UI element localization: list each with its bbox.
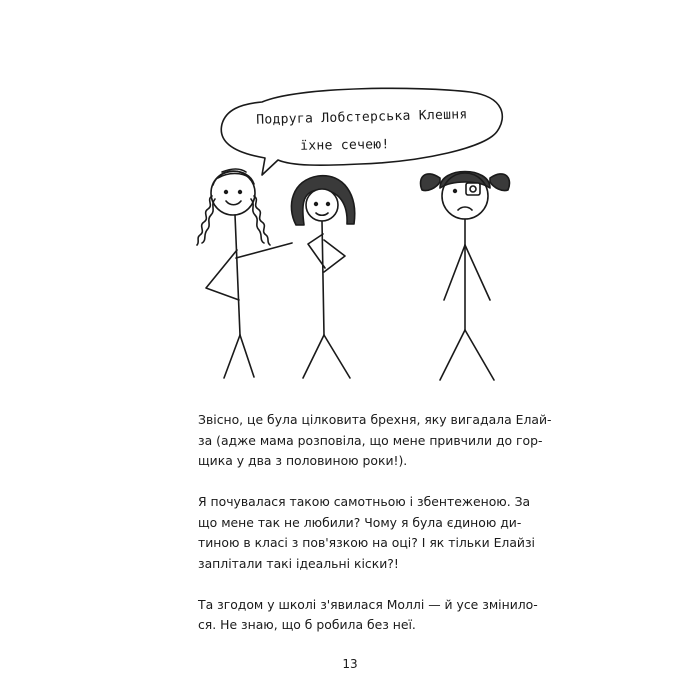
speech-bubble-line-1: Подруга Лобстерська Клешня (256, 107, 468, 128)
page-number: 13 (342, 657, 358, 671)
body-text (198, 410, 552, 656)
text-line: що мене так не любили? Чому я була єдиною ди- (198, 514, 522, 530)
girl-with-braids (197, 169, 292, 378)
speech-bubble (221, 88, 502, 175)
paragraph (198, 410, 552, 472)
text-line: Я почувалася такою самотньою і збентеженою. За (198, 494, 531, 509)
text-line: ся. Не знаю, що б робила без неї. (198, 617, 416, 632)
text-line: Та згодом у школі з'явилася Моллі — й усе змінило- (198, 596, 538, 612)
girl-middle-dark-hair (291, 176, 354, 378)
paragraph (198, 595, 538, 636)
text-line: заплітали такі ідеальні кіски?! (198, 555, 399, 571)
text-line: за (адже мама розповіла, що мене привчили до гор- (198, 432, 543, 448)
text-line: тиною в класі з пов'язкою на оці? І як тільки Елайзі (198, 535, 536, 550)
paragraph (198, 492, 536, 574)
speech-bubble-line-2: їхне сечею! (300, 137, 390, 154)
text-line: щика у два з половиною роки!). (198, 453, 408, 468)
text-line: Звісно, це була цілковита брехня, яку вигадала Елай- (198, 412, 552, 427)
girl-with-eye-patch (421, 172, 510, 381)
